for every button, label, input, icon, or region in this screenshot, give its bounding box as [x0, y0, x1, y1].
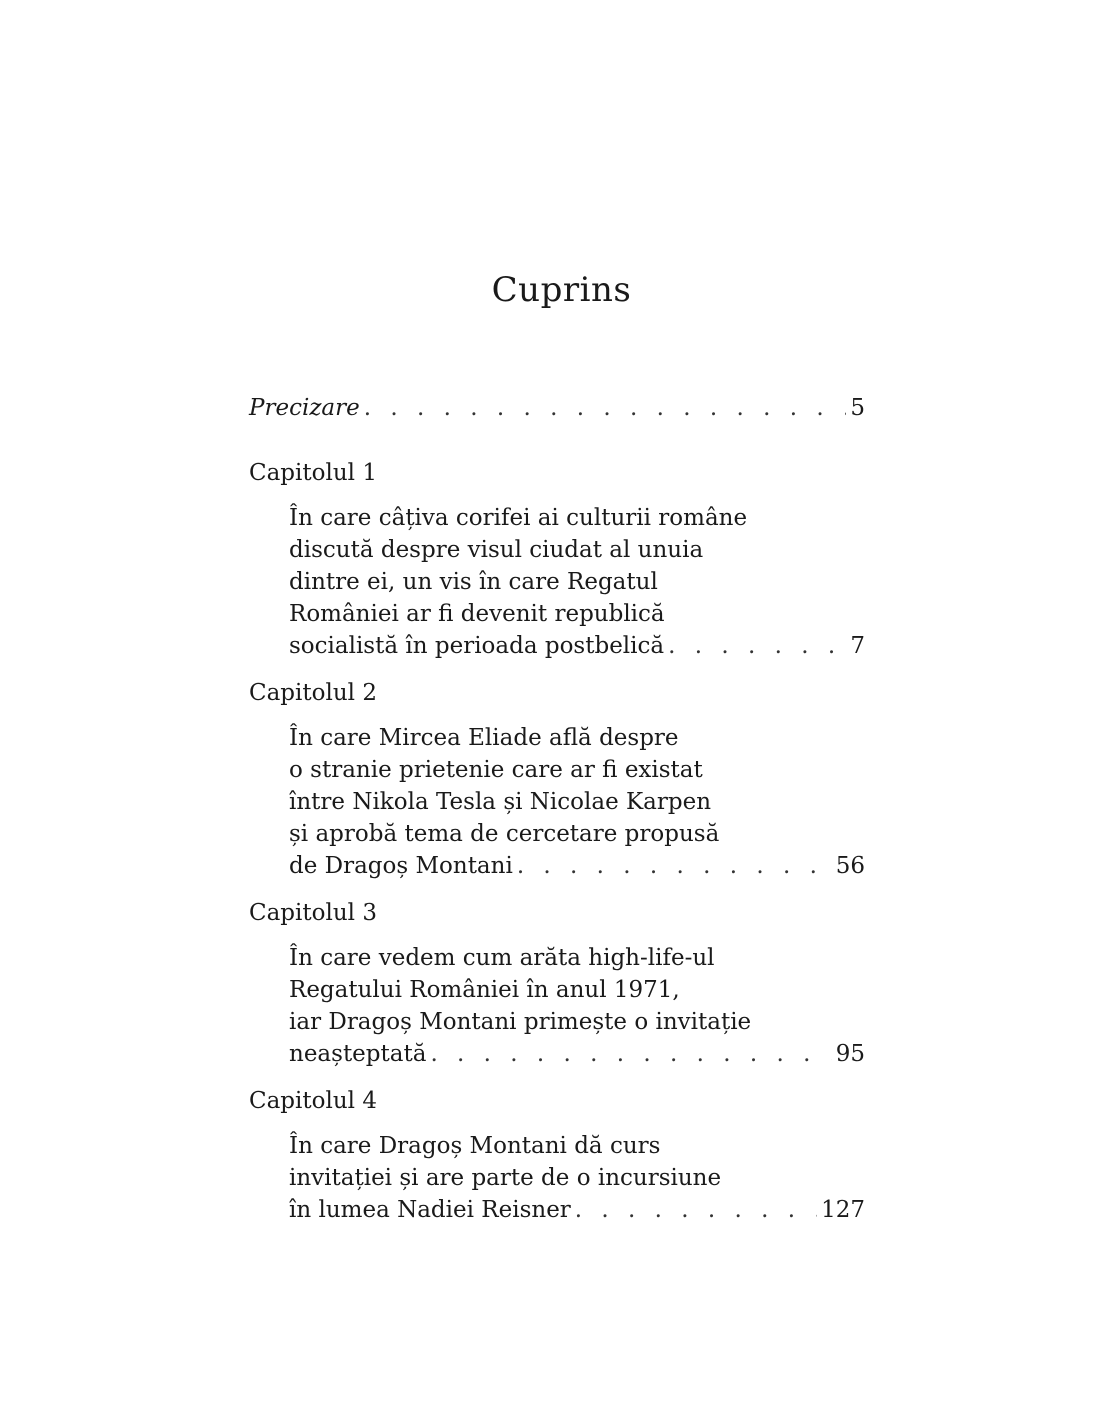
- toc-entry-chapter-3[interactable]: [249, 942, 865, 1070]
- page-title: Cuprins: [491, 270, 632, 310]
- chapter-description-line: discută despre visul ciudat al unuia: [289, 537, 704, 563]
- chapter-description-last-line: [289, 1194, 865, 1226]
- chapter-description-line: În care Dragoș Montani dă curs: [289, 1133, 661, 1159]
- chapter-description-line: Regatului României în anul 1971,: [289, 977, 680, 1003]
- chapter-description-line: o stranie prietenie care ar fi existat: [289, 757, 703, 783]
- toc-entry-chapter-1[interactable]: [249, 502, 865, 662]
- toc-entry-chapter-4[interactable]: [249, 1130, 865, 1226]
- chapter-heading: Capitolul 2: [249, 680, 377, 706]
- dot-leader: [364, 392, 847, 424]
- table-of-contents: [249, 392, 865, 1226]
- chapter-description-line: între Nikola Tesla și Nicolae Karpen: [289, 789, 712, 815]
- chapter-description-line: invitației și are parte de o incursiune: [289, 1165, 722, 1191]
- dot-leader: [430, 1038, 831, 1070]
- chapter-description-last-line: [289, 850, 865, 882]
- dot-leader: [575, 1194, 817, 1226]
- chapter-description-line: în lumea Nadiei Reisner: [289, 1197, 571, 1223]
- toc-page-number: 95: [835, 1041, 865, 1067]
- toc-entry-label: Precizare: [249, 395, 360, 421]
- chapter-description-line: În care câțiva corifei ai culturii române: [289, 505, 748, 531]
- toc-page-number: 5: [850, 395, 865, 421]
- chapter-description-line: iar Dragoș Montani primește o invitație: [289, 1009, 752, 1035]
- chapter-heading: Capitolul 1: [249, 460, 377, 486]
- chapter-description-line: În care vedem cum arăta high-life-ul: [289, 945, 715, 971]
- toc-page-number: 127: [821, 1197, 865, 1223]
- chapter-description-line: României ar fi devenit republică: [289, 601, 665, 627]
- chapter-description-line: dintre ei, un vis în care Regatul: [289, 569, 658, 595]
- toc-entry-preface[interactable]: [249, 392, 865, 424]
- chapter-description-last-line: [289, 1038, 865, 1070]
- chapter-description-line: și aprobă tema de cercetare propusă: [289, 821, 720, 847]
- chapter-description-line: neașteptată: [289, 1041, 427, 1067]
- chapter-description-last-line: [289, 630, 865, 662]
- dot-leader: [668, 630, 846, 662]
- toc-entry-chapter-2[interactable]: [249, 722, 865, 882]
- chapter-heading: Capitolul 3: [249, 900, 377, 926]
- toc-page-number: 56: [835, 853, 865, 879]
- chapter-description-line: În care Mircea Eliade află despre: [289, 725, 679, 751]
- chapter-description-line: de Dragoș Montani: [289, 853, 513, 879]
- chapter-description-line: socialistă în perioada postbelică: [289, 633, 665, 659]
- dot-leader: [517, 850, 832, 882]
- toc-page-number: 7: [850, 633, 865, 659]
- chapter-heading: Capitolul 4: [249, 1088, 377, 1114]
